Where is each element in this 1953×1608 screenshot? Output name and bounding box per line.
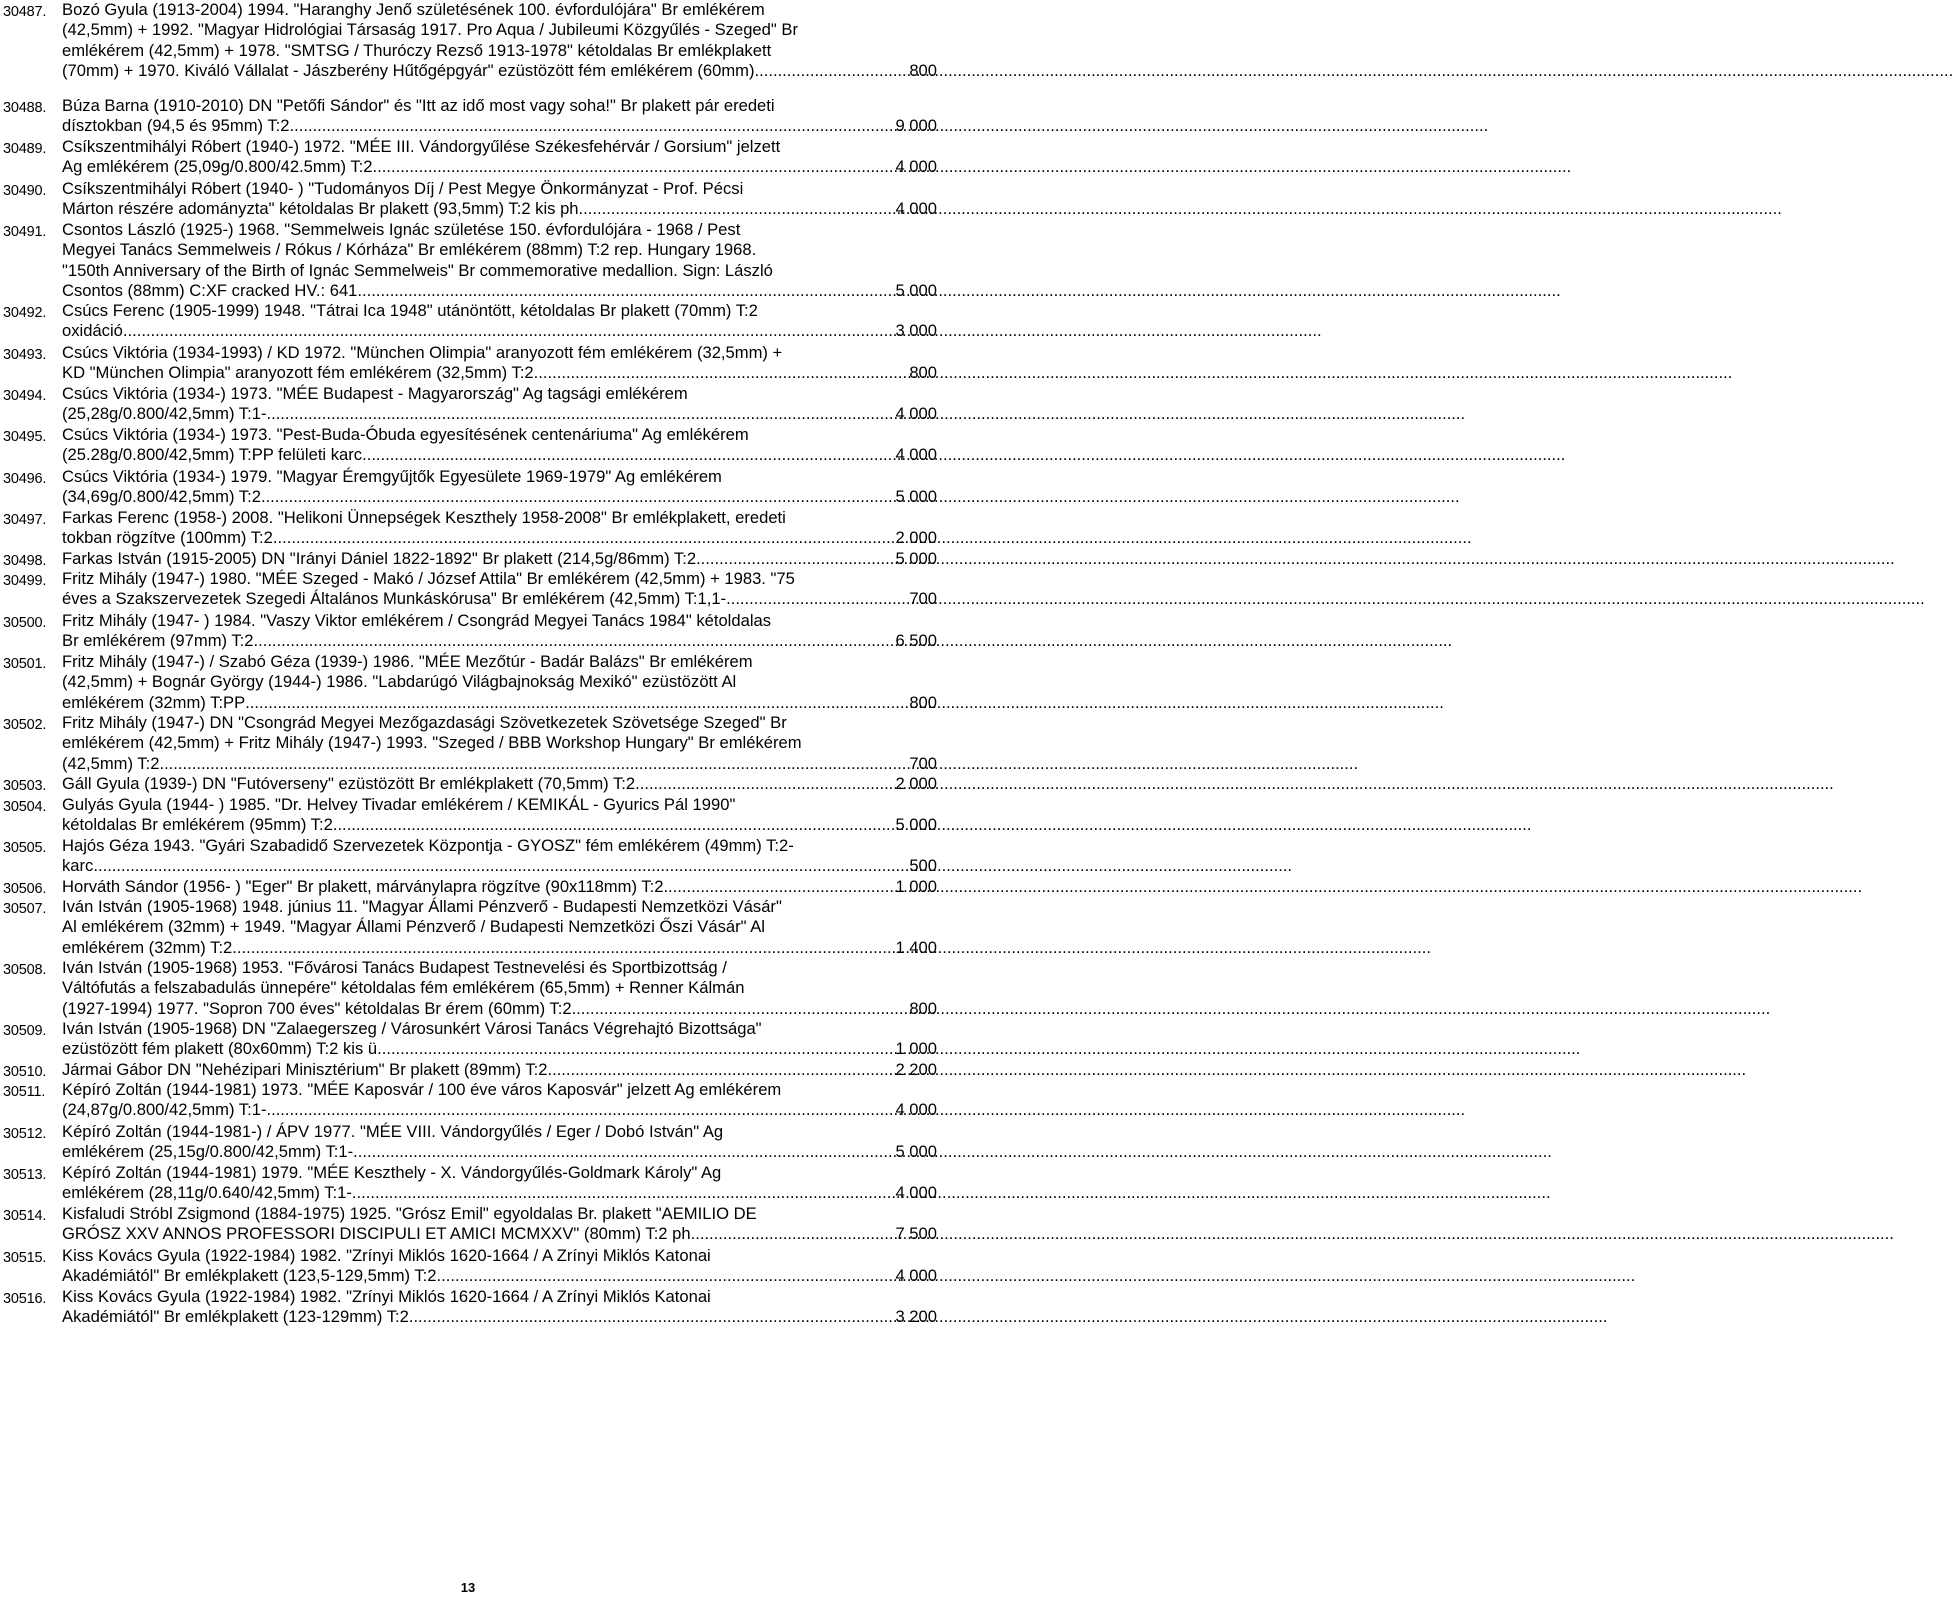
- lot-line: Váltófutás a felszabadulás ünnepére" kétoldalas fém emlékérem (65,5mm) + Renner Kálmán: [62, 978, 745, 998]
- lot-last-line: [62, 157, 937, 177]
- lot-line-text: Horváth Sándor (1956- ) "Eger" Br plakett, márványlapra rögzítve (90x118mm) T:2: [62, 877, 664, 896]
- lot-price: 800: [909, 692, 937, 712]
- lot-description: [62, 1204, 937, 1245]
- lot-line: Kiss Kovács Gyula (1922-1984) 1982. "Zrínyi Miklós 1620-1664 / A Zrínyi Miklós Katonai: [62, 1287, 711, 1306]
- lot-last-line: [62, 754, 937, 774]
- lot-line: Fritz Mihály (1947- ) 1984. "Vaszy Viktor emlékérem / Csongrád Megyei Tanács 1984" kétoldalas: [62, 611, 772, 630]
- lot-description: [62, 611, 937, 652]
- lot-price: 1 400: [895, 937, 937, 957]
- lot-line: Fritz Mihály (1947-) 1980. "MÉE Szeged - Makó / József Attila" Br emlékérem (42,5mm) + 1983. "75: [62, 569, 795, 588]
- lot-line: Hajós Géza 1943. "Gyári Szabadidő Szervezetek Központja - GYOSZ" fém emlékérem (49mm) T:2-: [62, 836, 794, 855]
- lot-description: [62, 958, 937, 1019]
- dot-leader: [534, 363, 910, 383]
- dot-leader: [409, 1307, 896, 1327]
- lot-last-line: [62, 404, 937, 424]
- lot-last-line: [62, 549, 937, 569]
- lot-number: 30497.: [3, 512, 47, 528]
- lot-last-line: [62, 528, 937, 548]
- lot-last-line: [62, 815, 937, 835]
- lot-line-text: kétoldalas Br emlékérem (95mm) T:2: [62, 815, 333, 835]
- lot-description: [62, 467, 937, 508]
- lot-number: 30487.: [3, 4, 47, 20]
- lot-description: [62, 343, 937, 384]
- lot-last-line: [62, 1266, 937, 1286]
- lot-last-line: [62, 321, 937, 341]
- lot-line: Kiss Kovács Gyula (1922-1984) 1982. "Zrínyi Miklós 1620-1664 / A Zrínyi Miklós Katonai: [62, 1246, 711, 1265]
- lot-line: Iván István (1905-1968) 1953. "Fővárosi Tanács Budapest Testnevelési és Sportbizottság /: [62, 958, 727, 977]
- dot-leader: [437, 1266, 896, 1286]
- lot-description: [62, 1080, 937, 1121]
- lot-line-text: (34,69g/0.800/42,5mm) T:2: [62, 487, 261, 507]
- lot-line-text: emlékérem (25,15g/0.800/42,5mm) T:1-: [62, 1142, 354, 1162]
- lot-line: Búza Barna (1910-2010) DN "Petőfi Sándor" és "Itt az idő most vagy soha!" Br plakett pár eredeti: [62, 96, 775, 115]
- lot-number: 30507.: [3, 901, 47, 917]
- lot-last-line: [62, 61, 937, 81]
- lot-description: [62, 549, 937, 569]
- lot-description: [62, 1163, 937, 1204]
- lot-last-line: [62, 1224, 937, 1244]
- lot-number: 30514.: [3, 1208, 47, 1224]
- lot-description: [62, 713, 937, 774]
- dot-leader: [382, 1039, 896, 1059]
- lot-last-line: [62, 1039, 937, 1059]
- lot-line-text: tokban rögzítve (100mm) T:2: [62, 528, 273, 548]
- dot-leader: [352, 1183, 896, 1203]
- lot-last-line: [62, 856, 937, 876]
- lot-price: 5 000: [895, 1142, 937, 1162]
- lot-number: 30506.: [3, 881, 47, 897]
- lot-description: [62, 1122, 937, 1163]
- lot-price: 2 000: [895, 774, 937, 793]
- lot-price: 9 000: [895, 116, 937, 136]
- lot-price: 3 200: [895, 1307, 937, 1327]
- lot-line-text: oxidáció: [62, 321, 123, 341]
- lot-description: [62, 96, 937, 137]
- lot-description: [62, 1246, 937, 1287]
- lot-line-text: (70mm) + 1970. Kiváló Vállalat - Jászberény Hűtőgépgyár" ezüstözött fém emlékérem (60mm): [62, 60, 755, 80]
- lot-line: Kisfaludi Stróbl Zsigmond (1884-1975) 1925. "Grósz Emil" egyoldalas Br. plakett "AEMILIO DE: [62, 1204, 757, 1223]
- lot-price: 4 000: [895, 199, 937, 219]
- lot-description: [62, 137, 937, 178]
- lot-last-line: [62, 1060, 937, 1080]
- lot-last-line: [62, 1100, 937, 1120]
- lot-number: 30504.: [3, 799, 47, 815]
- lot-last-line: [62, 877, 937, 897]
- lot-price: 2 000: [895, 528, 937, 548]
- dot-leader: [572, 999, 910, 1019]
- lot-number: 30498.: [3, 553, 47, 569]
- dot-leader: [695, 1224, 895, 1244]
- lot-number: 30505.: [3, 840, 47, 856]
- lot-line: Csúcs Viktória (1934-) 1979. "Magyar Éremgyűjtők Egyesülete 1969-1979" Ag emlékérem: [62, 467, 722, 486]
- lot-number: 30502.: [3, 717, 47, 733]
- lot-last-line: [62, 589, 937, 609]
- lot-description: [62, 1019, 937, 1060]
- lot-price: 3 000: [895, 321, 937, 341]
- lot-line-text: Ag emlékérem (25,09g/0.800/42.5mm) T:2: [62, 157, 373, 177]
- lot-line-text: emlékérem (32mm) T:2: [62, 937, 233, 957]
- lot-price: 4 000: [895, 157, 937, 177]
- lot-number: 30491.: [3, 224, 47, 240]
- lot-line: Iván István (1905-1968) 1948. június 11. "Magyar Állami Pénzverő - Budapesti Nemzetközi Vásár": [62, 897, 782, 916]
- lot-price: 4 000: [895, 1100, 937, 1120]
- lot-price: 1 000: [895, 1039, 937, 1059]
- lot-line: Csíkszentmihályi Róbert (1940- ) "Tudományos Díj / Pest Megye Önkormányzat - Prof. Pécsi: [62, 179, 744, 198]
- lot-description: [62, 508, 937, 549]
- dot-leader: [232, 938, 895, 958]
- lot-price: 4 000: [895, 445, 937, 465]
- lot-description: [62, 1287, 937, 1328]
- lot-last-line: [62, 281, 937, 301]
- dot-leader: [353, 1142, 895, 1162]
- lot-number: 30494.: [3, 388, 47, 404]
- lot-number: 30492.: [3, 305, 47, 321]
- dot-leader: [266, 404, 895, 424]
- lot-line: Csíkszentmihályi Róbert (1940-) 1972. "MÉE III. Vándorgyűlése Székesfehérvár / Gorsium" jelzett: [62, 137, 781, 156]
- dot-leader: [93, 856, 909, 876]
- dot-leader: [253, 631, 895, 651]
- lot-line: Al emlékérem (32mm) + 1949. "Magyar Állami Pénzverő / Budapesti Nemzetközi Őszi Vásár" Al: [62, 917, 765, 937]
- lot-number: 30495.: [3, 429, 47, 445]
- dot-leader: [123, 321, 896, 341]
- lot-last-line: [62, 199, 937, 219]
- lot-line-text: Akadémiától" Br emlékplakett (123,5-129,5mm) T:2: [62, 1266, 437, 1286]
- lot-line-text: KD "München Olimpia" aranyozott fém emlékérem (32,5mm) T:2: [62, 363, 534, 383]
- lot-number: 30493.: [3, 347, 47, 363]
- lot-line: Képíró Zoltán (1944-1981) 1973. "MÉE Kaposvár / 100 éve város Kaposvár" jelzett Ag emlékérem: [62, 1080, 782, 1099]
- lot-line: "150th Anniversary of the Birth of Ignác Semmelweis" Br commemorative medallion. Sign: László: [62, 260, 773, 280]
- lot-number: 30511.: [3, 1084, 46, 1100]
- lot-line: (42,5mm) + 1992. "Magyar Hidrológiai Társaság 1917. Pro Aqua / Jubileumi Közgyűlés - Szeged" Br: [62, 20, 798, 40]
- lot-line: emlékérem (42,5mm) + 1978. "SMTSG / Thuróczy Rezső 1913-1978" kétoldalas Br emlékplakett: [62, 40, 772, 60]
- lot-line: Képíró Zoltán (1944-1981-) / ÁPV 1977. "MÉE VIII. Vándorgyűlés / Eger / Dobó István" Ag: [62, 1122, 724, 1141]
- lot-price: 700: [909, 589, 937, 609]
- lot-description: [62, 877, 937, 897]
- lot-description: [62, 179, 937, 220]
- lot-line: Farkas Ferenc (1958-) 2008. "Helikoni Ünnepségek Keszthely 1958-2008" Br emlékplakett, eredeti: [62, 508, 786, 527]
- page-number: 13: [460, 1580, 476, 1595]
- lot-number: 30501.: [3, 656, 47, 672]
- lot-number: 30510.: [3, 1064, 47, 1080]
- dot-leader: [290, 116, 896, 136]
- lot-description: [62, 425, 937, 466]
- lot-line-text: Farkas István (1915-2005) DN "Irányi Dániel 1822-1892" Br plakett (214,5g/86mm) T:2: [62, 549, 697, 568]
- dot-leader: [367, 445, 896, 465]
- lot-line: Bozó Gyula (1913-2004) 1994. "Haranghy Jenő születésének 100. évfordulójára" Br emlékérem: [62, 0, 765, 19]
- dot-leader: [696, 549, 895, 569]
- lot-description: [62, 220, 937, 301]
- lot-line: Csúcs Ferenc (1905-1999) 1948. "Tátrai Ica 1948" utánöntött, kétoldalas Br plakett (70mm) T:2: [62, 301, 758, 320]
- lot-number: 30496.: [3, 471, 47, 487]
- lot-number: 30500.: [3, 615, 47, 631]
- lot-line: Megyei Tanács Semmelweis / Rókus / Kórháza" Br emlékérem (88mm) T:2 rep. Hungary 1968.: [62, 240, 757, 260]
- dot-leader: [635, 774, 895, 794]
- lot-price: 4 000: [895, 404, 937, 424]
- lot-line: Csúcs Viktória (1934-) 1973. "MÉE Budapest - Magyarország" Ag tagsági emlékérem: [62, 384, 688, 403]
- dot-leader: [245, 693, 909, 713]
- lot-description: [62, 301, 937, 342]
- dot-leader: [159, 754, 909, 774]
- lot-line-text: Br emlékérem (97mm) T:2: [62, 631, 254, 651]
- lot-last-line: [62, 938, 937, 958]
- lot-line-text: éves a Szakszervezetek Szegedi Általános Munkáskórusa" Br emlékérem (42,5mm) T:1,1-: [62, 589, 727, 609]
- dot-leader: [261, 487, 896, 507]
- lot-last-line: [62, 999, 937, 1019]
- lot-line: Iván István (1905-1968) DN "Zalaegerszeg / Városunkért Városi Tanács Végrehajtó Bizottsága": [62, 1019, 762, 1038]
- lot-line-text: (24,87g/0.800/42,5mm) T:1-: [62, 1100, 267, 1120]
- lot-number: 30508.: [3, 962, 47, 978]
- lot-price: 500: [909, 856, 937, 876]
- lot-price: 2 200: [895, 1060, 937, 1079]
- lot-last-line: [62, 116, 937, 136]
- lot-description: [62, 0, 937, 81]
- lot-number: 30490.: [3, 183, 47, 199]
- lot-description: [62, 836, 937, 877]
- lot-price: 5 000: [895, 487, 937, 507]
- dot-leader: [333, 815, 896, 835]
- lot-line: Fritz Mihály (1947-) DN "Csongrád Megyei Mezőgazdasági Szövetkezetek Szövetsége Szeged" Br: [62, 713, 787, 732]
- dot-leader: [583, 199, 895, 219]
- lot-line: Gulyás Gyula (1944- ) 1985. "Dr. Helvey Tivadar emlékérem / KEMIKÁL - Gyurics Pál 1990": [62, 795, 736, 814]
- lot-line-text: Akadémiától" Br emlékplakett (123-129mm) T:2: [62, 1307, 409, 1327]
- lot-line-text: (1927-1994) 1977. "Sopron 700 éves" kétoldalas Br érem (60mm) T:2: [62, 998, 572, 1018]
- dot-leader: [663, 877, 895, 897]
- lot-line: Csúcs Viktória (1934-1993) / KD 1972. "München Olimpia" aranyozott fém emlékérem (32,5mm) +: [62, 343, 783, 362]
- lot-description: [62, 795, 937, 836]
- dot-leader: [755, 61, 910, 81]
- lot-description: [62, 652, 937, 713]
- lot-number: 30516.: [3, 1291, 47, 1307]
- lot-price: 5 000: [895, 549, 937, 568]
- lot-price: 1 000: [895, 877, 937, 896]
- lot-last-line: [62, 1183, 937, 1203]
- dot-leader: [266, 1100, 895, 1120]
- lot-price: 800: [909, 60, 937, 80]
- lot-line-text: Gáll Gyula (1939-) DN "Futóverseny" ezüstözött Br emlékplakett (70,5mm) T:2: [62, 774, 636, 793]
- lot-last-line: [62, 1307, 937, 1327]
- lot-line: Csontos László (1925-) 1968. "Semmelweis Ignác születése 150. évfordulójára - 1968 / Pest: [62, 220, 741, 239]
- lot-last-line: [62, 487, 937, 507]
- lot-line-text: (25,28g/0.800/42,5mm) T:1-: [62, 404, 267, 424]
- lot-number: 30489.: [3, 141, 47, 157]
- lot-price: 800: [909, 363, 937, 383]
- lot-last-line: [62, 774, 937, 794]
- lot-number: 30512.: [3, 1126, 47, 1142]
- lot-line-text: dísztokban (94,5 és 95mm) T:2: [62, 116, 290, 136]
- lot-line-text: Csontos (88mm) C:XF cracked HV.: 641.: [62, 280, 363, 300]
- lot-number: 30503.: [3, 778, 47, 794]
- lot-price: 7 500: [895, 1224, 937, 1244]
- dot-leader: [547, 1060, 895, 1080]
- lot-line-text: GRÓSZ XXV ANNOS PROFESSORI DISCIPULI ET AMICI MCMXXV" (80mm) T:2 ph.: [62, 1224, 696, 1244]
- lot-line-text: emlékérem (32mm) T:PP: [62, 692, 246, 712]
- lot-last-line: [62, 631, 937, 651]
- lot-description: [62, 569, 937, 610]
- lot-number: 30513.: [3, 1167, 47, 1183]
- dot-leader: [726, 589, 909, 609]
- lot-price: 700: [909, 753, 937, 773]
- dot-leader: [373, 157, 896, 177]
- lot-line-text: emlékérem (28,11g/0.640/42,5mm) T:1-: [62, 1183, 352, 1203]
- dot-leader: [362, 281, 895, 301]
- lot-line-text: (25.28g/0.800/42,5mm) T:PP felületi karc.: [62, 445, 367, 465]
- lot-price: 5 000: [895, 815, 937, 835]
- lot-description: [62, 774, 937, 794]
- lot-line-text: Jármai Gábor DN "Nehézipari Minisztérium" Br plakett (89mm) T:2: [62, 1060, 548, 1079]
- lot-description: [62, 1060, 937, 1080]
- dot-leader: [273, 528, 896, 548]
- lot-line-text: ezüstözött fém plakett (80x60mm) T:2 kis ü.: [62, 1039, 382, 1059]
- lot-price: 5 000: [895, 280, 937, 300]
- lot-price: 4 000: [895, 1266, 937, 1286]
- lot-line-text: karc: [62, 856, 94, 876]
- lot-description: [62, 384, 937, 425]
- lot-line-text: Márton részére adományzta" kétoldalas Br plakett (93,5mm) T:2 kis ph.: [62, 199, 584, 219]
- lot-last-line: [62, 445, 937, 465]
- lot-line: (42,5mm) + Bognár György (1944-) 1986. "Labdarúgó Világbajnokság Mexikó" ezüstözött Al: [62, 672, 737, 692]
- lot-number: 30499.: [3, 573, 47, 589]
- lot-price: 800: [909, 998, 937, 1018]
- lot-price: 4 000: [895, 1183, 937, 1203]
- lot-line: emlékérem (42,5mm) + Fritz Mihály (1947-) 1993. "Szeged / BBB Workshop Hungary" Br emlékérem: [62, 733, 802, 753]
- lot-line: Csúcs Viktória (1934-) 1973. "Pest-Buda-Óbuda egyesítésének centenáriuma" Ag emlékérem: [62, 425, 749, 444]
- lot-description: [62, 897, 937, 958]
- lot-line: Fritz Mihály (1947-) / Szabó Géza (1939-) 1986. "MÉE Mezőtúr - Badár Balázs" Br emlékérem: [62, 652, 753, 671]
- lot-last-line: [62, 363, 937, 383]
- lot-line-text: (42,5mm) T:2: [62, 753, 160, 773]
- lot-number: 30509.: [3, 1023, 47, 1039]
- lot-price: 6 500: [895, 631, 937, 651]
- lot-last-line: [62, 1142, 937, 1162]
- lot-line: Képíró Zoltán (1944-1981) 1979. "MÉE Keszthely - X. Vándorgyűlés-Goldmark Károly" Ag: [62, 1163, 722, 1182]
- lot-number: 30515.: [3, 1250, 47, 1266]
- lot-number: 30488.: [3, 100, 47, 116]
- lot-last-line: [62, 693, 937, 713]
